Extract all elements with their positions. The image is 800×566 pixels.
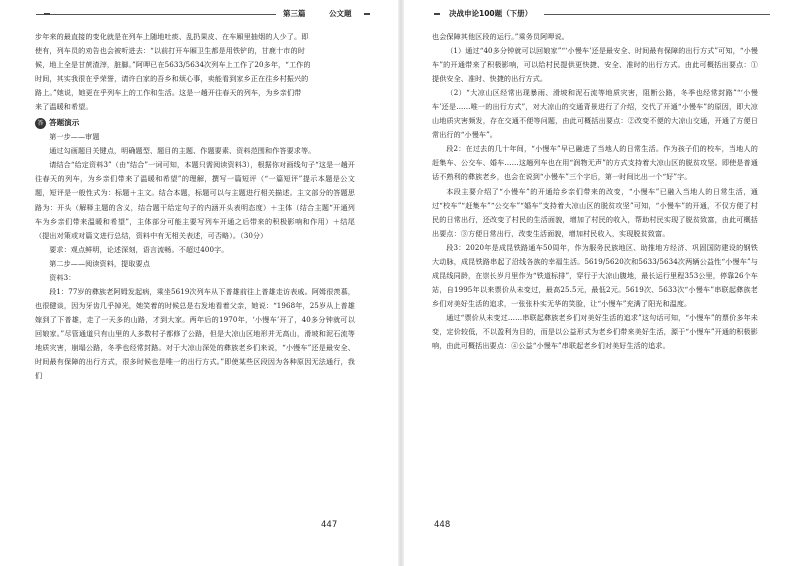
text-line: 步年来的最直接的变化就是在列车上随地吐痰、乱扔果皮、在车厢里抽烟的人少了。即: [35, 32, 309, 41]
page-number: 448: [434, 520, 451, 530]
right-page-body: [432, 30, 758, 353]
header-dash: [44, 13, 50, 15]
text-line: 候，地上全是甘蔗渣滓，脏脚。”阿呷已在5633/5634次列车上工作了20多年，“工作的: [35, 60, 311, 70]
material-label: 资料3：: [49, 272, 76, 282]
paragraph: （1）通过“40多分钟就可以回娘家”“‘小慢车’还是最安全、时间最有保障的出行方式”可知，“小慢车”的开通带来了积极影响，可以给村民提供更快捷、安全、准时的出行方式。由此可概括出要点：①提供安全、准时、快捷的出行方式。: [432, 46, 758, 84]
step-title: 第一步——审题: [49, 132, 100, 142]
paragraph: 通过“票价从未变过……串联起彝族老乡们对美好生活的追求”这句话可知，“小慢车”的票价多年未变，定价较低，不以盈利为目的，而是以公益形式为老乡们带来美好生活，源于“小慢车”开通的积极影响，由此可概括出要点：④公益“小慢车”串联起老乡们对美好生活的追求。: [432, 312, 758, 351]
left-page-body: [35, 30, 355, 383]
text-line: 使有，列车员的劝告也会被听进去：“以前打开车厢卫生都是用铁铲的，甘鹿十市的时: [35, 46, 305, 56]
answer-badge-icon: 答: [35, 118, 46, 129]
book-running-title: 决战申论100题（下册）: [446, 6, 535, 22]
paragraph: 段2：在过去的几十年间，“小慢车”早已融进了当地人的日常生活。作为孩子们的校车，当地人的赶集车、公交车、婚车……这趟列车也在用“润物无声”的方式支持着大凉山区的脱贫攻坚。即使是普通话不熟利的彝族老乡，也会在说到“小慢车”三个字后，第一时间比出一个“好”字。: [432, 144, 758, 182]
text-line: 时间，其实我很在乎荣誉，请许白家的吾乡和烦心事，卖能看到家乡正在往乡村振兴的: [35, 74, 309, 84]
paragraph: 通过勾画题目关键点，明确题型、题目的主题、作题要素、资料范围和作答要求等。: [49, 146, 316, 156]
chapter-title: 公文题: [326, 6, 355, 22]
section-title: 答题演示: [49, 118, 80, 128]
left-page: [0, 0, 398, 566]
text-line: 路上。”她说，她更在乎列车上的工作和生活。这是一趟开往春天的列车，为乡亲们带: [35, 88, 302, 98]
text-line: 来了温暖和希望。: [35, 102, 93, 112]
answer-demo-heading: [35, 116, 355, 130]
paragraph: （2）“大凉山区经常出现暴雨、滑坡和泥石流等地质灾害，阻断公路，冬季也经常封路”“‘小慢车’还是……唯一的出行方式”，对大凉山的交通背景进行了介绍，交代了开通“小慢车”的原因，即大凉山地质灾害频发，存在交通不便等问题，由此可概括出要点：②改变不便的大凉山交通，开通了方便日常出行的“小慢车”。: [432, 88, 758, 140]
page-number: 447: [321, 520, 338, 530]
right-page: [404, 0, 800, 566]
paragraph: 请结合“给定资料3”（由“结合”一词可知，本题只需阅读资料3），根据你对画线句子“这是一趟开往春天的列车，为乡亲们带来了温暖和希望”的理解，撰写一篇短评（“一篇短评”提示本题是公文题，短评是一般性式为：标题＋主文。结合本题，标题可以与主题进行相关描述。主文部分的答题思路为：开头（解释主题的含义，结合题干给定句子的内涵开头表明态度）＋主体（结合主题“开通列车为乡亲们带来温暖和希望”，主体部分可能主要写列车开通之后带来的积极影响和作用）＋结尾（提出对策或对篇文进行总结，资料中有无相关表述，可否略）。（30分）: [35, 160, 355, 240]
left-page-header: [36, 6, 372, 22]
paragraph: 段3：2020年是成昆铁路通车50周年，作为服务民族地区、助推地方经济、巩固国防建设的钢铁大动脉，成昆铁路串起了沿线各族的幸福生活。5619/5620次和5633/5634次两辆公益性“小慢车”与成昆线同龄，在崇长岁月里作为“铁道标排”，穿行于大凉山腹地，最长运行里程353公里，停靠26个车站，自1995年以来票价从未变过，最高25.5元，最低2元。5619次、5633次“小慢车”串联起彝族老乡们对美好生活的追求，一张张朴实无华的笑脸，让“小慢车”充满了阳光和温度。: [432, 242, 758, 308]
header-rule: [36, 14, 276, 15]
header-dash: [364, 13, 370, 15]
header-dash: [434, 13, 440, 15]
paragraph: 本段主要介绍了“小慢车”的开通给乡亲们带来的改变，“小慢车”已融入当地人的日常生活，通过“校车”“赶集车”“公交车”“婚车”支持着大凉山区的脱贫攻坚”可知，“小慢车”的开通，不仅方便了村民的日常出行，还改变了村民的生活面貌，增加了村民的收入，帮助村民实现了脱贫致富，由此可概括出要点：③方便日常出行，改变生活面貌，增加村民收入，实现脱贫致富。: [432, 186, 758, 238]
chapter-part: 第三篇: [280, 6, 309, 22]
paragraph: 也会保障其他区段的运行。”乘务员阿呷说。: [432, 32, 569, 41]
step-title: 第二步——阅读资料，提取要点: [49, 258, 150, 268]
paragraph: 段1：77岁的彝族老阿姆发起病，乘坐5619次列车从下普雄前往上普雄走访表戚。阿姆很羡慕，也很健谈，因为牙齿几乎掉光，她笑着的时候总是右发地看着父亲，她说：“1968年，25岁从上普雄嫁到了下普雄，走了一天多的山路，才到大家。两年后的1970年，‘小慢车’开了，40多分钟就可以回娘家。”尽管通道只有山里的人多数村子都修了公路，但是大凉山区地形并无高山，滑坡和泥石流等地质灾害，崩塌公路，冬季也经常封路。对于大凉山深处的彝族老乡们来说，“小慢车”还是最安全、时间最有保障的出行方式，很多时候也是唯一的出行方式。”即使某些区段因为各种原因无法通行，我们: [35, 286, 355, 381]
header-rule: [544, 14, 770, 15]
right-page-header: [434, 6, 770, 22]
paragraph: 要求：观点鲜明，论述深刻，语言流畅。不超过400字。: [49, 244, 229, 254]
